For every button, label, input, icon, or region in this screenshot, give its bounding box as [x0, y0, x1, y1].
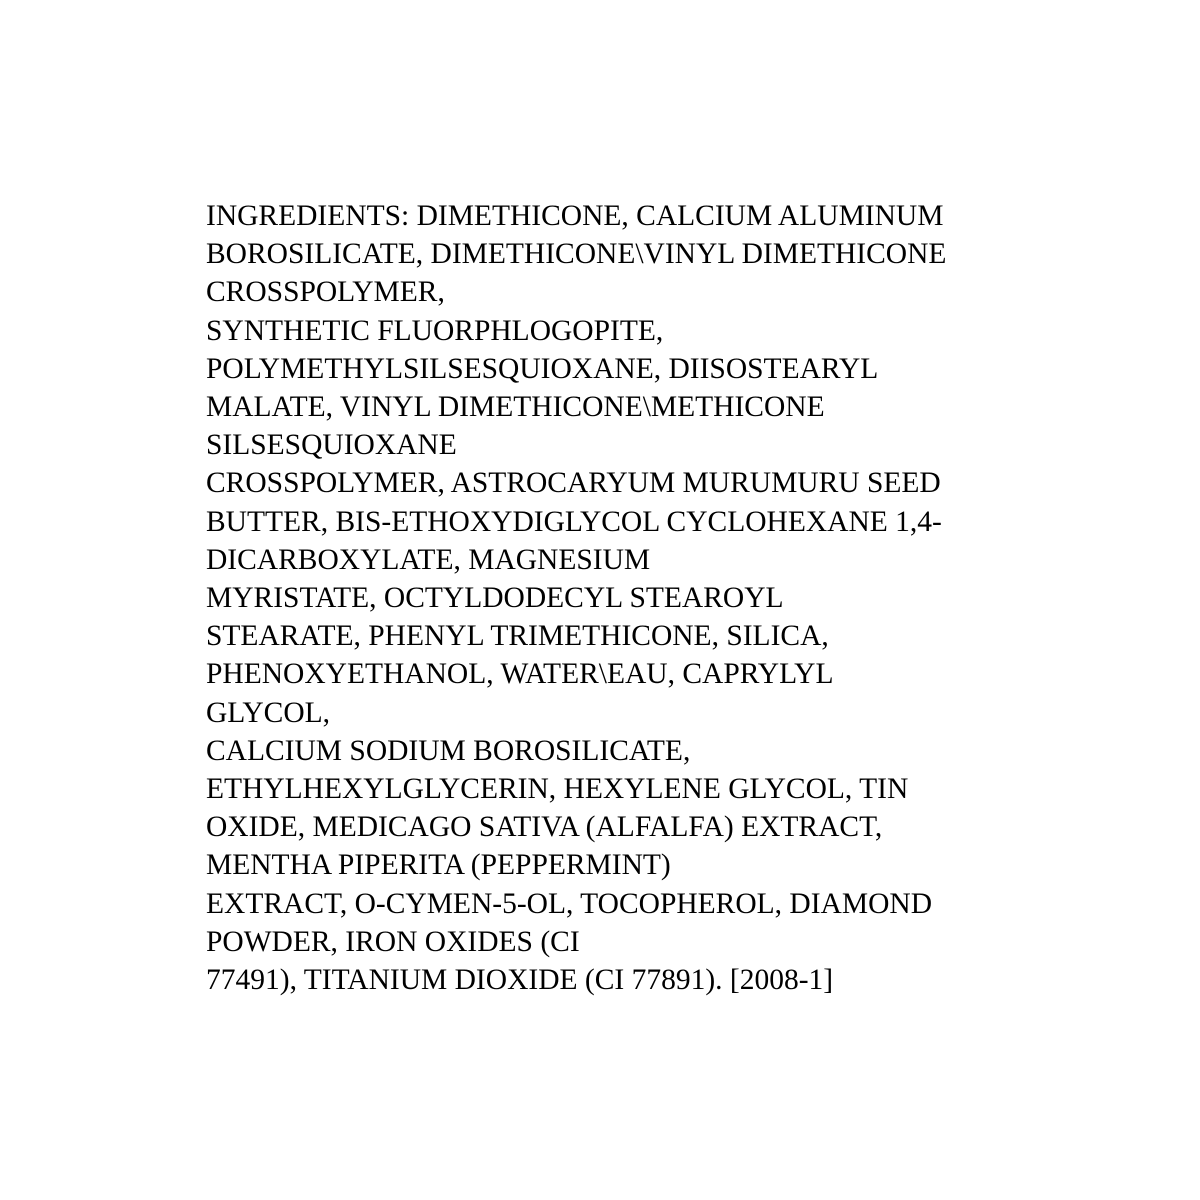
- ingredients-line: SYNTHETIC FLUORPHLOGOPITE,: [206, 314, 664, 347]
- ingredients-line: STEARATE, PHENYL TRIMETHICONE, SILICA,: [206, 620, 829, 653]
- ingredients-line: MYRISTATE, OCTYLDODECYL STEAROYL: [206, 582, 784, 615]
- ingredients-line: EXTRACT, O-CYMEN-5-OL, TOCOPHEROL, DIAMOND: [206, 887, 933, 920]
- ingredients-line: POLYMETHYLSILSESQUIOXANE, DIISOSTEARYL: [206, 352, 879, 385]
- ingredients-line: DICARBOXYLATE, MAGNESIUM: [206, 543, 651, 576]
- ingredients-line: PHENOXYETHANOL, WATER\EAU, CAPRYLYL: [206, 658, 834, 691]
- ingredients-text: [206, 197, 1106, 999]
- ingredients-line: 77491), TITANIUM DIOXIDE (CI 77891). [2008-1]: [206, 964, 834, 997]
- ingredients-line: INGREDIENTS: DIMETHICONE, CALCIUM ALUMINUM: [206, 200, 944, 232]
- ingredients-line: CALCIUM SODIUM BOROSILICATE,: [206, 734, 691, 767]
- ingredients-line: BUTTER, BIS-ETHOXYDIGLYCOL CYCLOHEXANE 1,4-: [206, 505, 942, 538]
- ingredients-line: POWDER, IRON OXIDES (CI: [206, 925, 580, 958]
- ingredients-line: CROSSPOLYMER, ASTROCARYUM MURUMURU SEED: [206, 467, 941, 500]
- ingredients-line: MENTHA PIPERITA (PEPPERMINT): [206, 849, 671, 882]
- ingredients-line: MALATE, VINYL DIMETHICONE\METHICONE: [206, 391, 825, 424]
- ingredients-line: SILSESQUIOXANE: [206, 429, 457, 462]
- ingredients-line: OXIDE, MEDICAGO SATIVA (ALFALFA) EXTRACT,: [206, 811, 883, 844]
- ingredients-line: GLYCOL,: [206, 696, 331, 729]
- ingredients-line: CROSSPOLYMER,: [206, 276, 445, 309]
- ingredients-line: ETHYLHEXYLGLYCERIN, HEXYLENE GLYCOL, TIN: [206, 773, 909, 806]
- ingredients-line: BOROSILICATE, DIMETHICONE\VINYL DIMETHICONE: [206, 238, 947, 271]
